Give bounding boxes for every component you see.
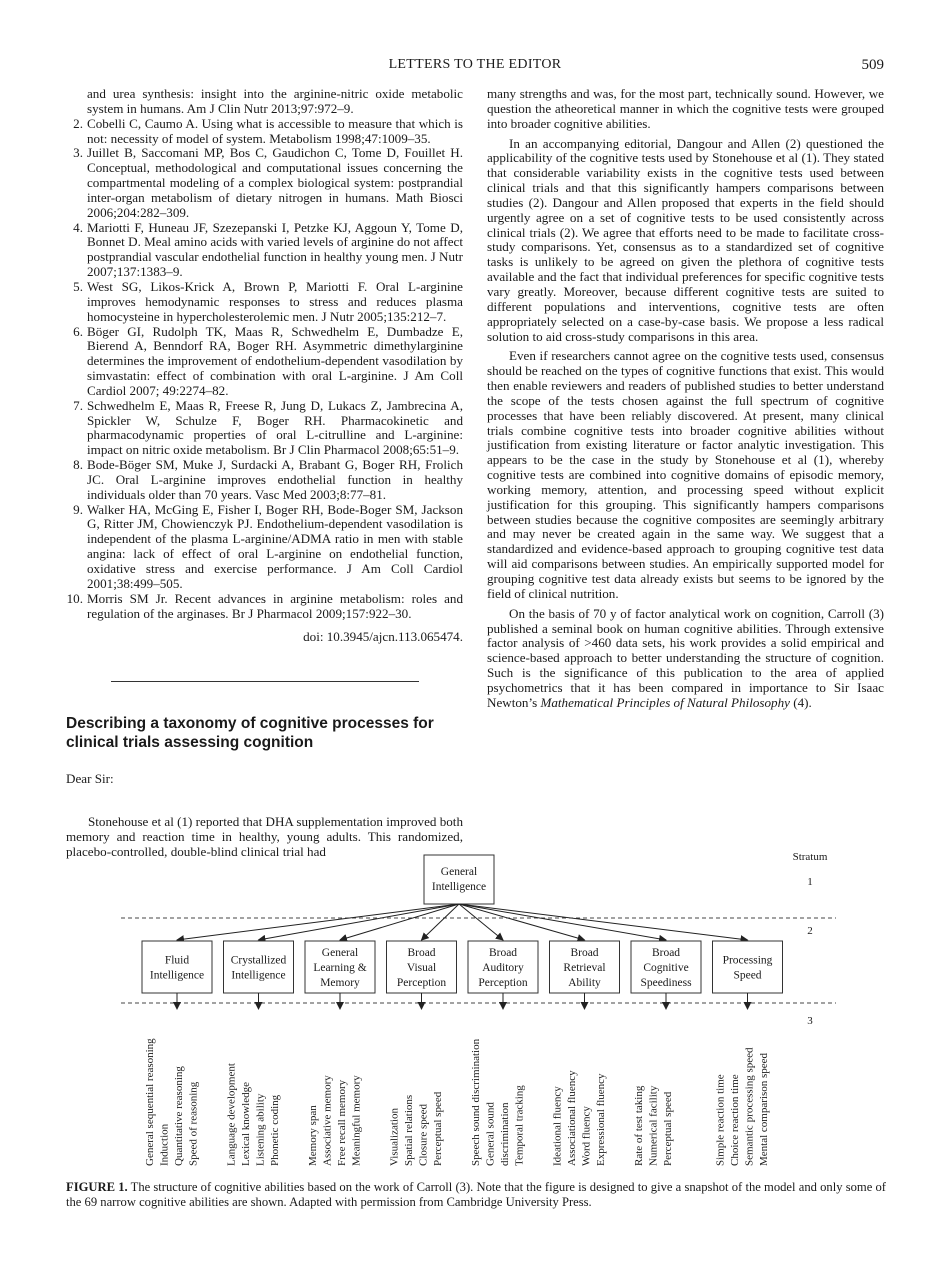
ability-label: Crystallized bbox=[230, 954, 287, 967]
ability-box bbox=[713, 941, 783, 993]
narrow-ability-label: Visualization bbox=[388, 1108, 401, 1166]
general-intelligence-box bbox=[424, 855, 494, 904]
reference-text: West SG, Likos-Krick A, Brown P, Mariotti F. Oral L-arginine improves hemodynamic responses to stress and reduces plasma homocysteine in hypercholesterolemic men. J Nutr 2005;135:212–7. bbox=[87, 278, 463, 324]
body-paragraph: Stonehouse et al (1) reported that DHA supplementation improved both memory and reaction time in healthy, young adults. This randomized, placebo-controlled, double-blind clinical trial had bbox=[66, 814, 463, 859]
ability-label: General bbox=[321, 947, 359, 959]
narrow-ability-label: Perceptual speed bbox=[662, 1091, 674, 1166]
figure-diagram bbox=[66, 848, 886, 1178]
stratum-number: 3 bbox=[807, 1015, 813, 1027]
body-paragraph: Even if researchers cannot agree on the cognitive tests used, consensus should be reached on the types of cognitive functions that exist. This would then enable reviewers and readers of published studies to better understand the scope of the tests chosen against the full spectrum of cognitive processes that have been reliably discovered. At present, many clinical trials combine cognitive tests into broader cognitive abilities without justification from existing literature or factor analytic investigation. This appears to be the case in the study by Stonehouse et al (1), whereby cognitive tests are combined into cognitive domains of episodic memory, working memory, attention, and processing speed without explicit justification for this grouping. This significantly hampers comparisons between studies because the cognitive composites are seemingly arbitrary and may never be created again in the same way. We suggest that a standardized and evidence-based approach to grouping cognitive test data will aid comparisons between studies. An empirically supported model for grouping cognitive test data already exists but seems to be ignored by the field of clinical nutrition. bbox=[487, 348, 884, 601]
reference-text: Böger GI, Rudolph TK, Maas R, Schwedhelm E, Dumbadze E, Bierend A, Benndorf RA, Boger RH. Asymmetric dimethylarginine determines the improvement of endothelium-dependent vasodilation by simvastatin: effect of combination with oral L-arginine. J Am Coll Cardiol 2007; 49:2274–82. bbox=[87, 323, 463, 398]
narrow-ability-label: Associational fluency bbox=[566, 1070, 578, 1166]
narrow-ability-label: Listening ability bbox=[254, 1093, 267, 1166]
doi: doi: 10.3945/ajcn.113.065474. bbox=[303, 629, 463, 645]
narrow-ability-label: Temporal tracking bbox=[513, 1085, 526, 1166]
ability-label: Memory bbox=[320, 977, 360, 989]
reference-text: Walker HA, McGing E, Fisher I, Boger RH, Bode-Boger SM, Jackson G, Ritter JM, Chowienczyk PJ. Endothelium-dependent vasodilation is independent of the plasma L-arginine/ADMA ratio in men with stable angina: lack of effect of oral L-arginine on endothelial function, oxidative stress and exercise performance. J Am Coll Cardiol 2001;38:499–505. bbox=[87, 501, 463, 591]
narrow-ability-label: Choice reaction time bbox=[729, 1074, 741, 1166]
paragraph-text-end: (4). bbox=[789, 694, 812, 710]
reference-text: Cobelli C, Caumo A. Using what is accessible to measure that which is not: necessity of model of system. Metabolism 1998;47:1009–35. bbox=[87, 115, 463, 146]
narrow-ability-label: Phonetic coding bbox=[269, 1094, 281, 1166]
caption-label: FIGURE 1. bbox=[66, 1180, 128, 1194]
reference-text: Morris SM Jr. Recent advances in arginine metabolism: roles and regulation of the arginases. Br J Pharmacol 2009;157:922–30. bbox=[87, 590, 463, 621]
ability-box bbox=[142, 941, 212, 993]
reference-text: Bode-Böger SM, Muke J, Surdacki A, Brabant G, Boger RH, Frolich JC. Oral L-arginine improves endothelial function in healthy individuals older than 70 years. Vasc Med 2003;8:77–81. bbox=[87, 457, 463, 502]
figure-caption bbox=[66, 1180, 886, 1209]
ability-arrow bbox=[177, 904, 459, 940]
narrow-ability-label: Word fluency bbox=[580, 1106, 593, 1166]
ability-label: Retrieval bbox=[563, 962, 606, 974]
ability-arrow bbox=[459, 904, 666, 940]
ability-label: Perception bbox=[478, 977, 528, 989]
stratum-number: 2 bbox=[807, 925, 813, 937]
ability-label: Speed bbox=[733, 969, 762, 982]
salutation: Dear Sir: bbox=[66, 771, 114, 787]
reference-text: Mariotti F, Huneau JF, Szezepanski I, Petzke KJ, Aggoun Y, Tome D, Bonnet D. Meal amino acids with varied levels of arginine do not affect postprandial vascular endothelial function in healthy young men. J Nutr 2007;137:1383–9. bbox=[87, 219, 463, 280]
ability-label: Processing bbox=[722, 954, 773, 967]
reference-item bbox=[66, 221, 463, 280]
narrow-ability-label: Quantitative reasoning bbox=[173, 1066, 185, 1166]
reference-number: 5. bbox=[73, 278, 83, 294]
reference-number: 10. bbox=[66, 590, 83, 606]
body-paragraph: In an accompanying editorial, Dangour and Allen (2) questioned the applicability of the cognitive tests used by Stonehouse et al (1). They stated that considerable variability exists in the cognitive tests used between clinical trials and that this significantly hampers comparisons between studies (2). Dangour and Allen proposed that experts in the field should urgently agree on a set of cognitive tests to be used consistently across clinical trials (2). We agree that efforts need to be made to facilitate cross-study comparisons. Yet, consensus as to a standardized set of cognitive tasks is unlikely to be agreed on given the plethora of cognitive tests available and the fact that individual preferences for specific cognitive tests vary greatly. Moreover, because different cognitive tests are suited to different populations and interventions, cognitive tests are often appropriately selected on a case-by-case basis. We propose a less radical solution to aid cross-study comparisons in this area. bbox=[487, 135, 884, 344]
ability-label: Broad bbox=[488, 947, 518, 959]
narrow-ability-label: Speech sound discrimination bbox=[470, 1038, 482, 1166]
general-intelligence-label: Intelligence bbox=[431, 881, 487, 893]
figure-cognitive-abilities bbox=[66, 848, 886, 1178]
ability-label: Speediness bbox=[640, 977, 692, 989]
reference-item bbox=[66, 146, 463, 220]
narrow-ability-label: Perceptual speed bbox=[432, 1091, 444, 1166]
narrow-ability-label: Rate of test taking bbox=[633, 1085, 645, 1166]
narrow-ability-label: Meaningful memory bbox=[350, 1075, 363, 1166]
narrow-ability-label: Spatial relations bbox=[403, 1094, 415, 1166]
ability-box bbox=[224, 941, 294, 993]
narrow-ability-label: Simple reaction time bbox=[714, 1074, 727, 1166]
caption-text: The structure of cognitive abilities based on the work of Carroll (3). Note that the figure is designed to give a snapshot of the model and only some of the 69 narrow cognitive abilities are shown. Adapted with permission from Cambridge University Press. bbox=[66, 1180, 887, 1209]
reference-number: 7. bbox=[73, 397, 83, 413]
reference-item bbox=[66, 592, 463, 622]
running-head: LETTERS TO THE EDITOR bbox=[388, 57, 562, 72]
narrow-ability-label: General sound bbox=[484, 1102, 497, 1166]
ability-label: Broad bbox=[651, 947, 681, 959]
reference-number: 9. bbox=[73, 501, 83, 517]
reference-item bbox=[66, 280, 463, 325]
reference-number: 4. bbox=[73, 219, 83, 235]
ability-label: Intelligence bbox=[231, 969, 286, 982]
right-column bbox=[487, 87, 884, 716]
ability-label: Fluid bbox=[164, 954, 190, 967]
reference-item bbox=[66, 117, 463, 147]
narrow-ability-label: Expressional fluency bbox=[595, 1073, 607, 1166]
general-intelligence-label: General bbox=[440, 866, 478, 878]
reference-list bbox=[66, 117, 463, 622]
paragraph-text: On the basis of 70 y of factor analytical work on cognition, Carroll (3) published a seminal book on human cognitive abilities. Through extensive factor analysis of >460 data sets, his work provides a solid empirical and science-based approach to better understanding the structure of cognition. Such is the significance of this publication to the area of applied psychometrics that it has been compared in importance to Sir Isaac Newton’s bbox=[487, 605, 884, 710]
reference-number: 8. bbox=[73, 457, 83, 473]
body-paragraph-last bbox=[487, 607, 884, 711]
reference-item bbox=[66, 325, 463, 399]
narrow-ability-label: Speed of reasoning bbox=[187, 1081, 200, 1166]
stratum-label: Stratum bbox=[792, 851, 828, 863]
reference-number: 6. bbox=[73, 323, 83, 339]
narrow-ability-label: Semantic processing speed bbox=[743, 1047, 756, 1166]
article-title: Describing a taxonomy of cognitive processes for clinical trials assessing cognition bbox=[66, 715, 434, 752]
ability-label: Broad bbox=[570, 947, 599, 959]
narrow-ability-label: Associative memory bbox=[321, 1075, 334, 1166]
section-divider bbox=[111, 681, 419, 682]
page-header bbox=[0, 57, 950, 77]
narrow-ability-label: Free recall memory bbox=[336, 1079, 348, 1166]
ability-arrow bbox=[459, 904, 503, 940]
ability-label: Cognitive bbox=[643, 962, 689, 974]
reference-item bbox=[66, 503, 463, 592]
narrow-ability-label: Closure speed bbox=[417, 1103, 430, 1166]
narrow-ability-label: Memory span bbox=[307, 1105, 319, 1166]
narrow-ability-label: General sequential reasoning bbox=[144, 1038, 156, 1166]
page-number: 509 bbox=[861, 57, 884, 73]
ability-arrow bbox=[459, 904, 585, 940]
narrow-ability-label: Numerical facility bbox=[647, 1085, 660, 1166]
ability-arrow bbox=[459, 904, 748, 940]
reference-continuation: and urea synthesis: insight into the arginine-nitric oxide metabolic system in humans. Am J Clin Nutr 2013;97:972–9. bbox=[87, 86, 463, 116]
stratum-number: 1 bbox=[807, 876, 813, 888]
ability-label: Auditory bbox=[482, 962, 524, 974]
ability-label: Ability bbox=[568, 977, 601, 989]
ability-label: Intelligence bbox=[149, 969, 205, 982]
body-paragraph: many strengths and was, for the most part, technically sound. However, we question the atheoretical manner in which the cognitive tests were grouped into broader cognitive abilities. bbox=[487, 86, 884, 131]
book-title: Mathematical Principles of Natural Philosophy bbox=[540, 694, 790, 710]
reference-text: Schwedhelm E, Maas R, Freese R, Jung D, Lukacs Z, Jambrecina A, Spickler W, Schulze F, Boger RH. Pharmacokinetic and pharmacodynamic properties of oral L-citrulline and L-arginine: impact on nitric oxide metabolism. Br J Clin Pharmacol 2008;65:51–9. bbox=[87, 397, 463, 458]
narrow-ability-label: Induction bbox=[158, 1123, 171, 1166]
reference-item bbox=[66, 399, 463, 458]
reference-text: Juillet B, Saccomani MP, Bos C, Gaudichon C, Tome D, Fouillet H. Conceptual, methodological and computational issues concerning the compartmental modeling of a complex biological system: postprandial inter-organ metabolism of dietary nitrogen in humans. Math Biosci 2006;204:282–309. bbox=[87, 145, 463, 220]
narrow-ability-label: discrimination bbox=[499, 1102, 511, 1166]
ability-label: Broad bbox=[407, 947, 436, 959]
narrow-ability-label: Lexical knowledge bbox=[240, 1082, 252, 1166]
narrow-ability-label: Mental comparison speed bbox=[758, 1052, 770, 1166]
left-column bbox=[66, 87, 463, 860]
reference-number: 3. bbox=[73, 145, 83, 161]
ability-label: Learning & bbox=[313, 962, 367, 974]
narrow-ability-label: Ideational fluency bbox=[551, 1086, 564, 1166]
ability-label: Visual bbox=[406, 962, 437, 974]
reference-item bbox=[66, 458, 463, 503]
ability-label: Perception bbox=[396, 977, 447, 989]
narrow-ability-label: Language development bbox=[225, 1063, 238, 1166]
reference-number: 2. bbox=[73, 115, 83, 131]
